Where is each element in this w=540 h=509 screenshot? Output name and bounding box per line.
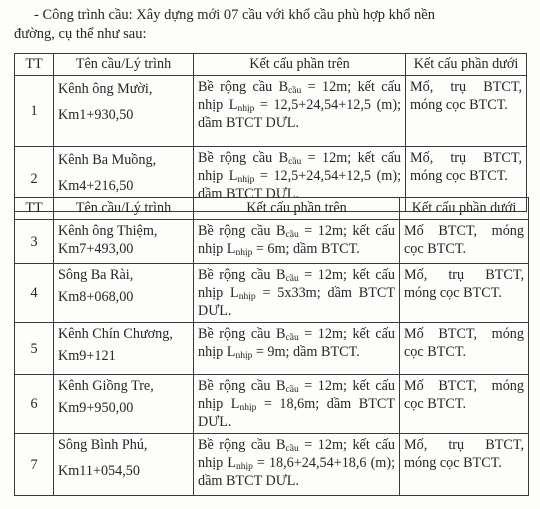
subscript-nhip: nhịp (238, 292, 256, 302)
top-structure-cell (194, 76, 406, 147)
bridge-name: Kênh Ba Muồng, (58, 152, 157, 168)
top-text-b: = 12m; kết cấu nhịp L (198, 79, 401, 113)
top-text-c: = 12,5+24,54+12,5 (m); dầm BTCT DƯL. (198, 97, 402, 131)
top-text-c: = 18,6m; dầm BTCT DƯL. (198, 396, 395, 430)
bridge-name: Kênh Chín Chương, (58, 326, 173, 342)
table-row (15, 323, 529, 375)
header-name: Tên cầu/Lý trình (54, 198, 194, 220)
bridge-name: Kênh Giồng Tre, (58, 378, 154, 394)
top-text-a: Bề rộng cầu B (198, 326, 286, 342)
subscript-nhip: nhịp (235, 248, 253, 258)
intro-line-2: đường, cụ thể như sau: (14, 26, 147, 42)
subscript-nhip: nhịp (237, 104, 255, 114)
top-text-a: Bề rộng cầu B (198, 223, 286, 239)
table-header-row (15, 198, 529, 220)
row-number: 3 (15, 220, 54, 264)
bottom-structure-cell: Mố BTCT, móng cọc BTCT. (400, 323, 529, 375)
top-text-b: = 12m; kết cấu nhịp L (198, 326, 396, 360)
subscript-nhip: nhịp (235, 462, 253, 472)
bridge-name: Kênh ông Thiệm, (58, 223, 158, 239)
header-top-structure: Kết cấu phần trên (194, 198, 400, 220)
top-text-a: Bề rộng cầu B (198, 79, 289, 95)
subscript-cau: cầu (285, 333, 299, 343)
top-text-c: = 5x33m; dầm BTCT DƯL. (198, 285, 396, 319)
bridge-station: Km9+950,00 (58, 400, 134, 416)
top-text-b: = 12m; kết cấu nhịp L (198, 150, 401, 184)
subscript-nhip: nhịp (239, 403, 257, 413)
header-bottom-structure: Kết cấu phần dưới (400, 198, 529, 220)
bridge-station: Km4+216,50 (58, 178, 134, 194)
intro-paragraph (14, 6, 530, 44)
bottom-structure-cell: Mố, trụ BTCT, móng cọc BTCT. (406, 147, 527, 212)
header-bottom-structure: Kết cấu phần dưới (406, 54, 527, 76)
top-structure-cell (194, 434, 400, 496)
bridge-station: Km11+054,50 (58, 463, 140, 479)
subscript-cau: cầu (285, 385, 299, 395)
bridge-table-1 (14, 53, 527, 212)
bottom-structure-cell: Mố, trụ BTCT, móng cọc BTCT. (406, 76, 527, 147)
subscript-cau: cầu (285, 444, 299, 454)
table-row (15, 375, 529, 434)
row-number: 6 (15, 375, 54, 434)
top-text-c: = 9m; dầm BTCT. (252, 344, 360, 360)
bottom-structure-cell: Mố BTCT, móng cọc BTCT. (400, 220, 529, 264)
header-tt: TT (15, 54, 54, 76)
top-text-b: = 12m; kết cấu nhịp L (198, 437, 396, 471)
subscript-nhip: nhịp (237, 175, 255, 185)
bridge-name-cell (54, 375, 194, 434)
table-row (15, 264, 529, 323)
table-header-row (15, 54, 527, 76)
bridge-name-cell (54, 434, 194, 496)
subscript-cau: cầu (285, 230, 299, 240)
header-name: Tên cầu/Lý trình (54, 54, 194, 76)
subscript-cau: cầu (288, 157, 302, 167)
top-structure-cell (194, 323, 400, 375)
top-structure-cell (194, 375, 400, 434)
row-number: 2 (15, 147, 54, 212)
bridge-station: Km9+121 (58, 348, 116, 364)
top-structure-cell (194, 264, 400, 323)
bridge-station: Km8+068,00 (58, 289, 134, 305)
top-text-b: = 12m; kết cấu nhịp L (198, 223, 396, 257)
bridge-name-cell (54, 76, 194, 147)
bridge-name-cell (54, 323, 194, 375)
bridge-table-2 (14, 197, 529, 496)
subscript-cau: cầu (288, 86, 302, 96)
table-row (15, 76, 527, 147)
bridge-name: Sông Ba Rài, (58, 267, 134, 283)
top-text-b: = 12m; kết cấu nhịp L (198, 378, 396, 412)
bottom-structure-cell: Mố BTCT, móng cọc BTCT. (400, 375, 529, 434)
bottom-structure-cell: Mố, trụ BTCT, móng cọc BTCT. (400, 264, 529, 323)
bridge-station: Km1+930,50 (58, 107, 134, 123)
bridge-name-cell (54, 220, 194, 264)
row-number: 7 (15, 434, 54, 496)
bridge-name: Kênh ông Mười, (58, 81, 153, 97)
top-text-a: Bề rộng cầu B (198, 437, 286, 453)
top-text-c: = 12,5+24,54+12,5 (m); dầm BTCT DƯL. (198, 168, 402, 202)
top-text-a: Bề rộng cầu B (198, 378, 286, 394)
bridge-name: Sông Bình Phú, (58, 437, 148, 453)
top-text-a: Bề rộng cầu B (198, 267, 286, 283)
top-text-c: = 6m; dầm BTCT. (252, 241, 360, 257)
subscript-cau: cầu (285, 274, 299, 284)
top-text-b: = 12m; kết cấu nhịp L (198, 267, 396, 301)
table-row (15, 434, 529, 496)
bottom-structure-cell: Mố, trụ BTCT, móng cọc BTCT. (400, 434, 529, 496)
row-number: 1 (15, 76, 54, 147)
top-text-a: Bề rộng cầu B (198, 150, 289, 166)
table-row (15, 220, 529, 264)
subscript-nhip: nhịp (235, 351, 253, 361)
top-text-c: = 18,6+24,54+18,6 (m); dầm BTCT DƯL. (198, 455, 396, 489)
header-top-structure: Kết cấu phần trên (194, 54, 406, 76)
row-number: 4 (15, 264, 54, 323)
bridge-station: Km7+493,00 (58, 241, 134, 257)
top-structure-cell (194, 220, 400, 264)
intro-line-1: - Công trình cầu: Xây dựng mới 07 cầu với khổ cầu phù hợp khổ nền (34, 7, 435, 23)
header-tt: TT (15, 198, 54, 220)
row-number: 5 (15, 323, 54, 375)
bridge-name-cell (54, 264, 194, 323)
